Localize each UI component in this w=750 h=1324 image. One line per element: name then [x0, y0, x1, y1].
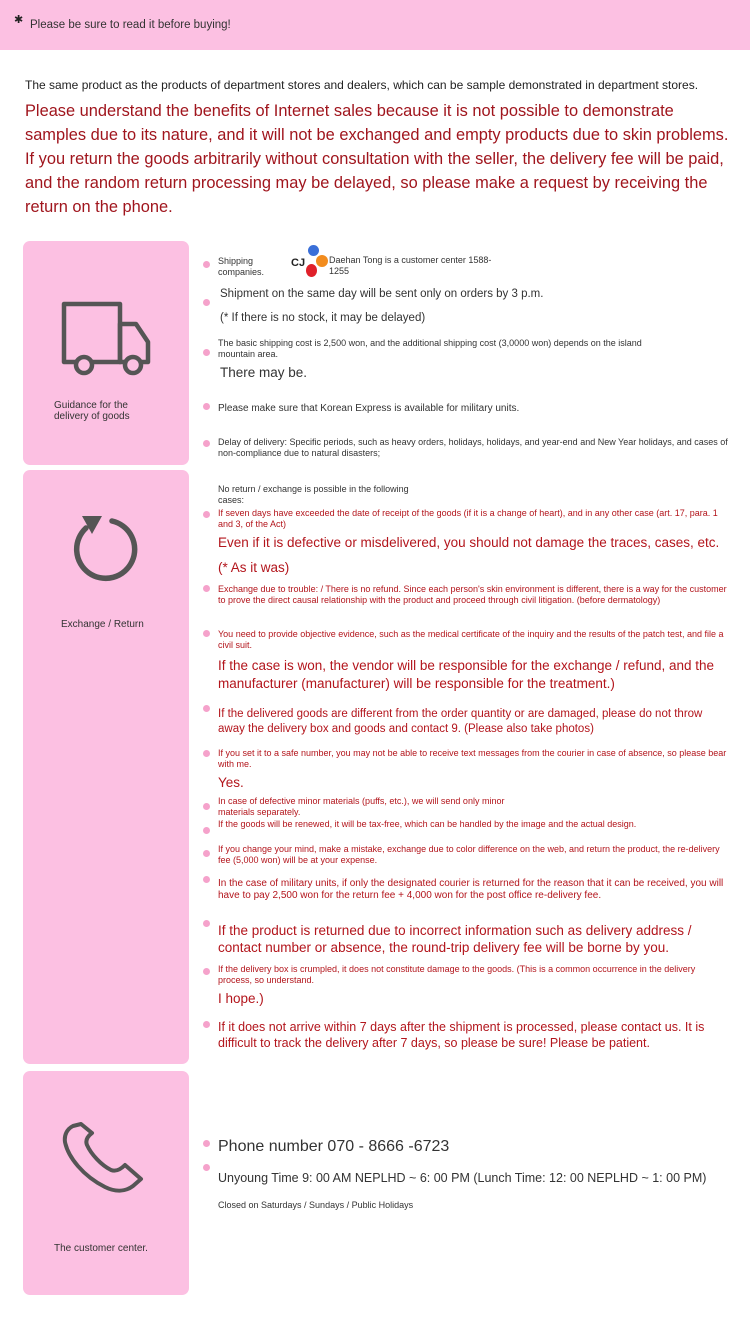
exchange-item: If seven days have exceeded the date of receipt of the goods (if it is a change of heart), and in any other case (art. 17, para. 1 and 3, of the Act) — [218, 508, 718, 529]
exchange-item: If the case is won, the vendor will be responsible for the exchange / refund, and the manufacturer (manufacturer) will be responsible for the treatment.) — [218, 658, 715, 691]
bullet — [203, 585, 210, 592]
closed-days: Closed on Saturdays / Sundays / Public Holidays — [218, 1200, 414, 1210]
phone-label: Phone number — [218, 1138, 323, 1155]
customer-panel — [23, 1071, 189, 1295]
bullet — [203, 440, 210, 447]
delivery-item: There may be. — [220, 365, 308, 380]
exchange-item: If the delivered goods are different from the order quantity or are damaged, please do not throw away the delivery box and goods and contact 9. (Please also take photos) — [218, 708, 703, 735]
bullet — [203, 920, 210, 927]
exchange-item: In the case of military units, if only the designated courier is returned for the reason that it can be received, you will have to pay 2,500 won for the return fee + 4,000 won for the post office re-delivery fee. — [218, 878, 724, 901]
cj-logo: CJ — [290, 244, 330, 280]
bullet — [203, 705, 210, 712]
customer-label: The customer center. — [54, 1243, 148, 1254]
phone-icon — [61, 1121, 149, 1195]
bullet — [203, 1164, 210, 1171]
bullet — [203, 1021, 210, 1028]
delivery-item: Please make sure that Korean Express is available for military units. — [218, 403, 520, 414]
delivery-item: (* If there is no stock, it may be delayed) — [220, 312, 426, 324]
bullet — [203, 827, 210, 834]
bullet — [203, 403, 210, 410]
exchange-item: Even if it is defective or misdelivered, you should not damage the traces, cases, etc. — [218, 535, 720, 550]
refresh-icon — [68, 512, 144, 588]
bullet — [203, 299, 210, 306]
delivery-panel — [23, 241, 189, 465]
bullet — [203, 511, 210, 518]
delivery-label: Guidance for the delivery of goods — [54, 400, 130, 422]
delivery-item: Shipment on the same day will be sent only on orders by 3 p.m. — [220, 288, 544, 300]
bullet — [203, 803, 210, 810]
operating-hours: Unyoung Time 9: 00 AM NEPLHD ~ 6: 00 PM (Lunch Time: 12: 00 NEPLHD ~ 1: 00 PM) — [218, 1171, 707, 1185]
exchange-item: In case of defective minor materials (puffs, etc.), we will send only minor materials separately. — [218, 796, 505, 817]
bullet — [203, 1140, 210, 1147]
top-banner — [0, 0, 750, 50]
delivery-item: The basic shipping cost is 2,500 won, and the additional shipping cost (3,0000 won) depends on the island mountain area. — [218, 338, 642, 359]
intro-notice-text: Please understand the benefits of Internet sales because it is not possible to demonstrate samples due to its nature, and it will not be exchanged and empty products due to skin problems. If you return the goods arbitrarily without consultation with the seller, the delivery fee will be paid, and the random return processing may be delayed, so please make a request by receiving the return on the phone. — [25, 102, 729, 216]
banner-title: Please be sure to read it before buying! — [30, 19, 231, 31]
exchange-item: I hope.) — [218, 991, 264, 1006]
bullet — [203, 750, 210, 757]
shipping-companies-label: Shipping companies. — [218, 256, 265, 277]
truck-icon — [60, 299, 152, 379]
exchange-item: (* As it was) — [218, 560, 290, 575]
exchange-item: If it does not arrive within 7 days after the shipment is processed, please contact us. It is difficult to track the delivery after 7 days, so please be sure! Please be patient. — [218, 1020, 705, 1050]
bullet — [203, 630, 210, 637]
exchange-panel — [23, 470, 189, 1064]
bullet — [203, 850, 210, 857]
delivery-item: Delay of delivery: Specific periods, such as heavy orders, holidays, holidays, and year-end and New Year holidays, and cases of non-compliance due to natural disasters; — [218, 437, 728, 458]
exchange-item: If the product is returned due to incorrect information such as delivery address / contact number or absence, the round-trip delivery fee will be borne by you. — [218, 923, 692, 955]
exchange-item: If you change your mind, make a mistake, exchange due to color difference on the web, and return the product, the re-delivery fee (5,000 won) will be at your expense. — [218, 844, 720, 865]
phone-number[interactable]: 070 - 8666 -6723 — [327, 1138, 450, 1155]
exchange-item: If the delivery box is crumpled, it does not constitute damage to the goods. (This is a common occurrence in the delivery process, so understand. — [218, 964, 696, 985]
bullet — [203, 349, 210, 356]
exchange-item: Yes. — [218, 775, 244, 790]
exchange-item: If the goods will be renewed, it will be tax-free, which can be handled by the image and the actual design. — [218, 819, 637, 829]
customer-center-number: Daehan Tong is a customer center 1588-1255 — [329, 255, 492, 276]
asterisk-icon: ✱ — [14, 14, 24, 26]
exchange-label: Exchange / Return — [61, 619, 144, 630]
exchange-item: Exchange due to trouble: / There is no refund. Since each person's skin environment is different, there is a way for the customer to prove the direct causal relationship with the product and proceed through civil litigation. (before dermatology) — [218, 584, 727, 605]
phone-line — [218, 1138, 738, 1156]
bullet — [203, 968, 210, 975]
exchange-item: You need to provide objective evidence, such as the medical certificate of the inquiry and the results of the patch test, and file a civil suit. — [218, 629, 724, 650]
bullet — [203, 876, 210, 883]
bullet — [203, 261, 210, 268]
intro-small-text: The same product as the products of department stores and dealers, which can be sample demonstrated in department stores. — [25, 78, 699, 92]
exchange-intro: No return / exchange is possible in the following cases: — [218, 484, 409, 505]
exchange-item: If you set it to a safe number, you may not be able to receive text messages from the courier in case of absence, so please bear with me. — [218, 748, 727, 769]
